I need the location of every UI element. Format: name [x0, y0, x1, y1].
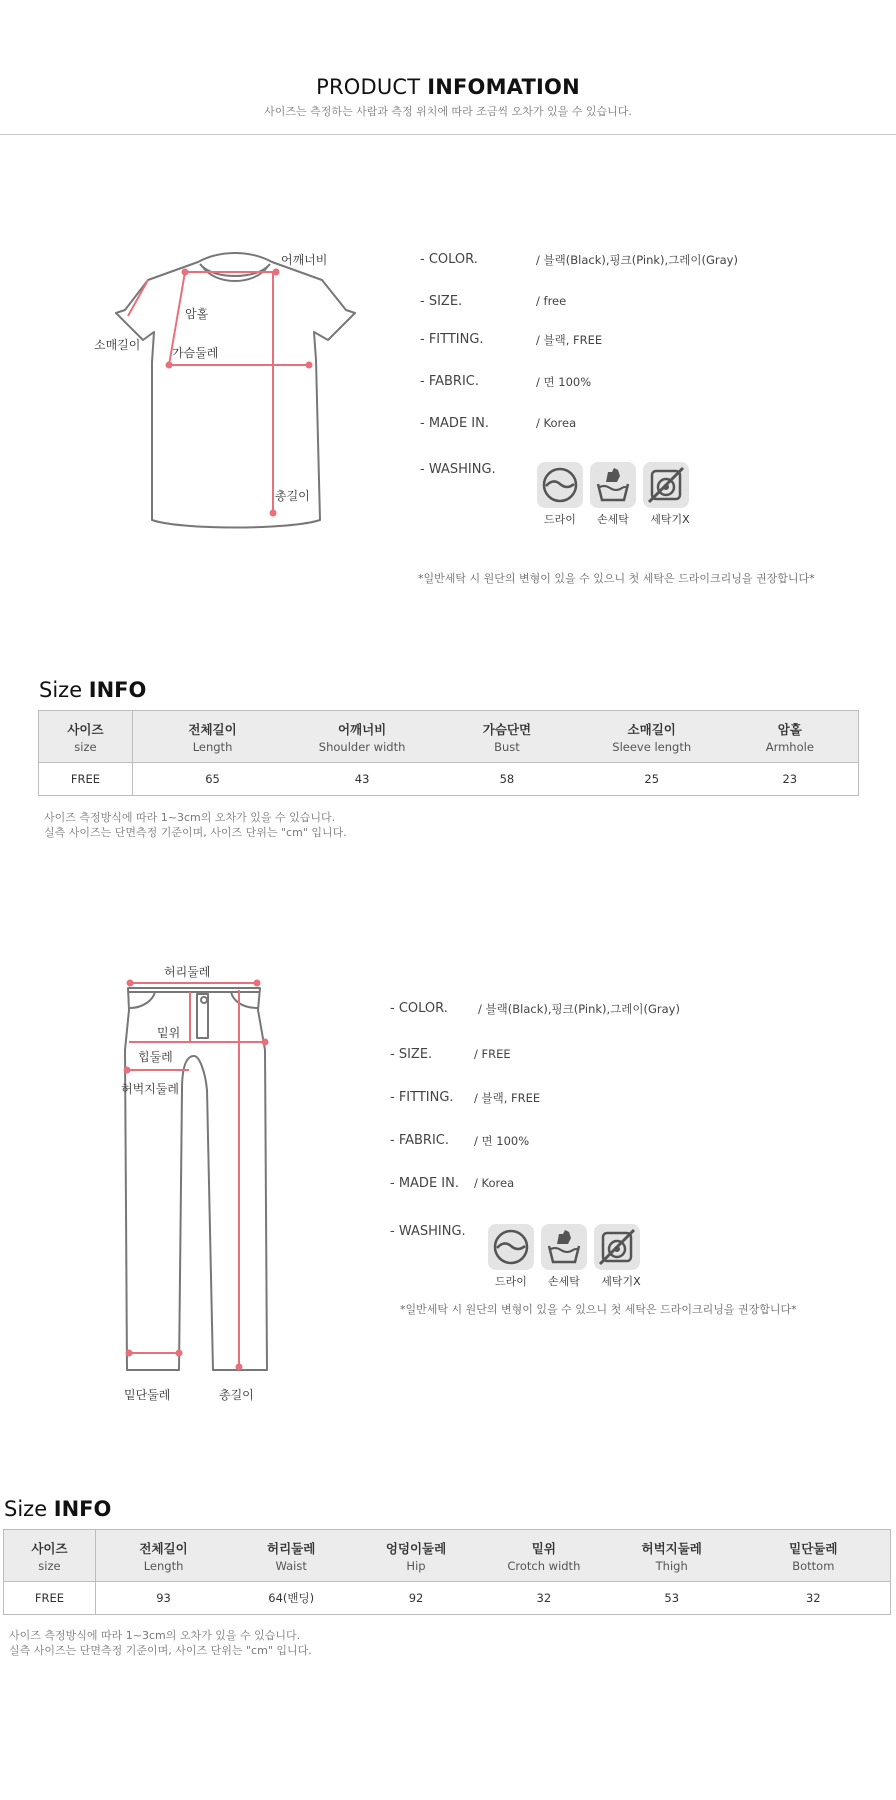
col-size: 사이즈 size	[39, 711, 133, 763]
dry-clean-icon	[537, 462, 583, 508]
washing-note: *일반세탁 시 원단의 변형이 있을 수 있으니 첫 세탁은 드라이크리닝을 권장합니다*	[418, 572, 815, 585]
pants-wash-label-nomachine: 세탁기X	[601, 1275, 641, 1288]
col-hip: 엉덩이둘레 Hip	[351, 1530, 481, 1582]
col-waist: 허리둘레 Waist	[231, 1530, 351, 1582]
label-thigh: 허벅지둘레	[121, 1082, 179, 1096]
label-length: 총길이	[275, 489, 310, 503]
col-bottom: 밑단둘레 Bottom	[737, 1530, 891, 1582]
pants-wash-label-hand: 손세탁	[548, 1275, 580, 1288]
hand-wash-icon	[541, 1224, 587, 1270]
col-bust: 가슴단면 Bust	[432, 711, 582, 763]
col-sleeve: 소매길이 Sleeve length	[582, 711, 722, 763]
table-row: FREE 65 43 58 25 23	[39, 763, 859, 796]
table-header-row	[39, 711, 859, 763]
col-length: 전체길이 Length	[132, 711, 292, 763]
header-divider	[0, 134, 896, 135]
pants-size-table	[3, 1529, 891, 1615]
label-crotch: 밑위	[157, 1026, 181, 1040]
page-title: PRODUCT INFOMATION	[316, 75, 580, 99]
pants-diagram	[115, 970, 285, 1380]
label-shoulder: 어깨너비	[281, 253, 328, 267]
label-hem: 밑단둘레	[124, 1388, 171, 1402]
label-waist: 허리둘레	[164, 965, 211, 979]
dry-clean-icon	[488, 1224, 534, 1270]
label-armhole: 암홀	[185, 307, 209, 321]
pants-size-info-title: Size INFO	[4, 1497, 112, 1521]
pants-wash-label-dry: 드라이	[495, 1275, 527, 1288]
no-machine-wash-icon	[643, 462, 689, 508]
table-row: FREE 93 64(밴딩) 92 32 53 32	[4, 1582, 891, 1615]
size-note: 사이즈 측정방식에 따라 1~3cm의 오차가 있을 수 있습니다. 실측 사이즈는 단면측정 기준이며, 사이즈 단위는 "cm" 입니다.	[44, 811, 347, 839]
label-bust: 가슴둘레	[172, 346, 219, 360]
label-pants-length: 총길이	[219, 1388, 254, 1402]
col-length: 전체길이 Length	[95, 1530, 231, 1582]
tshirt-diagram	[90, 240, 370, 540]
page-subtitle: 사이즈는 측정하는 사람과 측정 위치에 따라 조금씩 오차가 있을 수 있습니다.	[264, 105, 632, 118]
col-thigh: 허벅지둘레 Thigh	[607, 1530, 737, 1582]
no-machine-wash-icon	[594, 1224, 640, 1270]
pants-size-note: 사이즈 측정방식에 따라 1~3cm의 오차가 있을 수 있습니다. 실측 사이즈는 단면측정 기준이며, 사이즈 단위는 "cm" 입니다.	[9, 1629, 312, 1657]
col-shoulder: 어깨너비 Shoulder width	[292, 711, 432, 763]
label-hip: 힙둘레	[138, 1050, 173, 1064]
col-armhole: 암홀 Armhole	[722, 711, 859, 763]
pants-washing-note: *일반세탁 시 원단의 변형이 있을 수 있으니 첫 세탁은 드라이크리닝을 권장합니다*	[400, 1303, 797, 1316]
hand-wash-icon	[590, 462, 636, 508]
wash-label-nomachine: 세탁기X	[650, 513, 690, 526]
col-crotch: 밑위 Crotch width	[481, 1530, 607, 1582]
label-sleeve: 소매길이	[94, 338, 141, 352]
size-table	[38, 710, 859, 796]
wash-label-dry: 드라이	[544, 513, 576, 526]
wash-label-hand: 손세탁	[597, 513, 629, 526]
table-header-row	[4, 1530, 891, 1582]
size-info-title: Size INFO	[39, 678, 147, 702]
col-size: 사이즈 size	[4, 1530, 96, 1582]
